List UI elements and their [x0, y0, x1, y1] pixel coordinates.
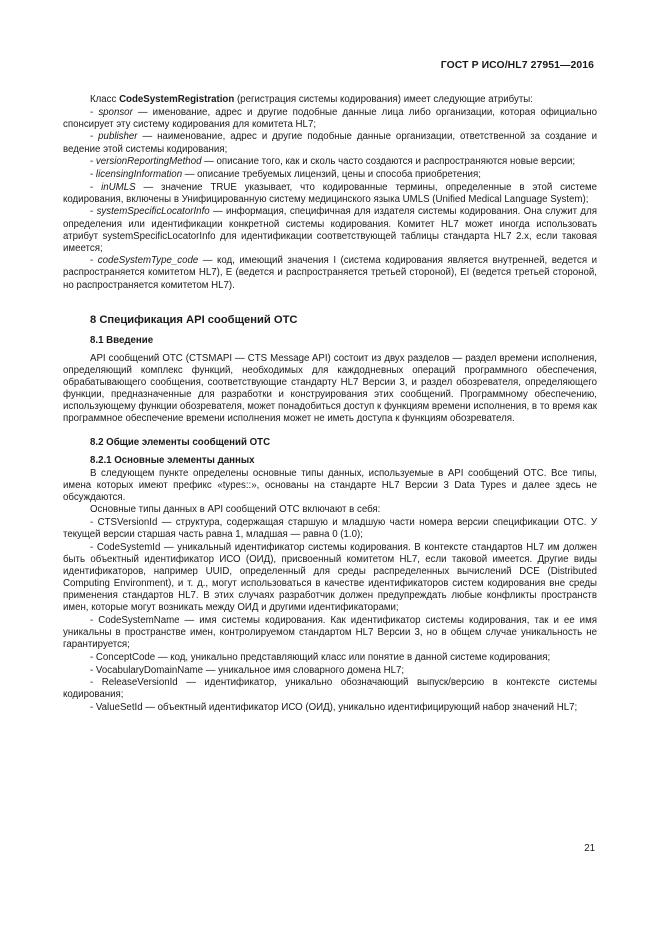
attribute-name: licensingInformation	[95, 168, 183, 180]
section-8-2-heading: 8.2 Общие элементы сообщений ОТС	[90, 437, 271, 449]
attribute-name: publisher	[98, 131, 138, 143]
list-dash: -	[90, 106, 99, 118]
attribute-item	[63, 156, 597, 168]
data-type-item: - CodeSystemId — уникальный идентификатор системы кодирования. В контексте стандартов HL7 им должен быть объектный идентификатор ИСО (ОИД), присвоенный комитетом HL7, если таковой имеется. Другие виды идентификаторов, например UUID, определенный для среды распределенных вычислений DCE (Distributed Computing Environment), и т. д., могут использоваться в качестве идентификаторов систем кодирования вне среды применения стандартов HL7. В этих случаях разработчик должен предупреждать любые конфликты пространств имен, которые могут возникать между ОИД и другими идентификаторами;	[63, 541, 597, 614]
section-8-2-1-paragraph: В следующем пункте определены основные типы данных, используемые в API сообщений ОТС. Все типы, имена которых имеют префикс «types::», основаны на стандарте HL7 Версии 3 Data Types и далее здесь не обсуждаются.	[63, 467, 597, 503]
attribute-description: — код, имеющий значения I (система кодирования является внутренней, ведется и распространяется комитетом HL7), E (ведется и распространяется третьей стороной), EI (ведется третьей стороной, но распространяется комитетом HL7).	[63, 255, 598, 291]
attribute-description: — описание требуемых лицензий, цены и способа приобретения;	[182, 168, 481, 180]
attribute-name: codeSystemType_code	[97, 255, 199, 267]
attribute-item	[63, 169, 597, 181]
data-type-item: - ReleaseVersionId — идентификатор, уникально обозначающий выпуск/версию в контексте системы кодирования;	[63, 677, 597, 701]
list-dash: -	[90, 168, 96, 180]
list-dash: -	[90, 255, 98, 267]
attribute-item	[63, 131, 597, 155]
attribute-description: — описание того, как и сколь часто создаются и распространяются новые версии;	[201, 156, 576, 168]
attribute-item	[63, 107, 597, 131]
list-dash: -	[90, 181, 102, 193]
attribute-description: — именование, адрес и другие подобные данные лица либо организации, которая официально спонсирует эту систему кодирования для комитета HL7;	[63, 106, 597, 130]
attribute-item	[63, 182, 597, 206]
attribute-item	[63, 255, 597, 291]
attribute-item	[63, 206, 597, 254]
section-8-1-heading: 8.1 Введение	[90, 334, 154, 346]
attribute-name: versionReportingMethod	[95, 156, 202, 168]
page-number: 21	[584, 843, 595, 854]
section-8-2-1-intro: Основные типы данных в API сообщений ОТС включают в себя:	[90, 504, 381, 516]
data-type-item: - ValueSetId — объектный идентификатор ИСО (ОИД), уникально идентифицирующий набор значений HL7;	[90, 702, 578, 714]
attribute-description: — информация, специфичная для издателя системы кодирования. Она служит для определения или идентификации конкретной системы кодирования. Комитет HL7 может иногда использовать атрибут systemSpecificLocatorInfo для идентификации соответствующей таблицы стандарта HL7 2.x, если таковая имеется;	[63, 206, 597, 254]
list-dash: -	[90, 156, 96, 168]
list-dash: -	[90, 131, 99, 143]
page-content	[63, 92, 597, 715]
class-intro-paragraph	[63, 94, 597, 106]
attribute-name: systemSpecificLocatorInfo	[96, 206, 210, 218]
class-intro-prefix: Класс	[90, 94, 120, 105]
data-type-item: - CodeSystemName — имя системы кодирования. Как идентификатор системы кодирования, так и ее имя уникальны в пространстве имен, контролируемом стандартом HL7 Версии 3, но в общем случае уникальность не гарантируется;	[63, 615, 597, 651]
section-8-1-paragraph: API сообщений ОТС (CTSMAPI — CTS Message API) состоит из двух разделов — раздел времени исполнения, определяющий комплекс функций, необходимых для каждодневных операций программного обеспечения, обрабатывающего сообщения, соответствующие стандарту HL7 Версии 3, и раздел обозревателя, определяющего функции, предназначенные для разработки и конструирования этих сообщений. Программному обеспечению, использующему функции обозревателя, может понадобиться доступ к функциям времени исполнения, в то время как программное обеспечение времени исполнения может не иметь доступа к функциям обозревателя.	[63, 352, 597, 425]
attribute-description: — значение TRUE указывает, что кодированные термины, определенные в этой системе кодирования, включены в Унифицированную систему медицинского языка UMLS (Unified Medical Language System);	[63, 181, 597, 205]
attribute-description: — наименование, адрес и другие подобные данные организации, ответственной за создание и ведение этой системы кодирования;	[63, 131, 597, 155]
attribute-name: inUMLS	[101, 181, 136, 193]
data-type-item: - ConceptCode — код, уникально представляющий класс или понятие в данной системе кодирования;	[90, 651, 551, 663]
attribute-name: sponsor	[98, 106, 133, 118]
data-type-item: - CTSVersionId — структура, содержащая старшую и младшую части номера версии спецификации ОТС. У текущей версии старшая часть равна 1, младшая — равна 0 (1.0);	[63, 517, 597, 541]
class-name: CodeSystemRegistration	[119, 94, 235, 105]
class-intro-suffix: (регистрация системы кодирования) имеет следующие атрибуты:	[234, 94, 533, 105]
document-header-code: ГОСТ Р ИСО/HL7 27951—2016	[440, 60, 594, 71]
section-8-heading: 8 Спецификация API сообщений ОТС	[90, 313, 298, 326]
data-type-item: - VocabularyDomainName — уникальное имя словарного домена HL7;	[90, 664, 405, 676]
section-8-2-1-heading: 8.2.1 Основные элементы данных	[90, 454, 255, 466]
list-dash: -	[90, 206, 97, 218]
